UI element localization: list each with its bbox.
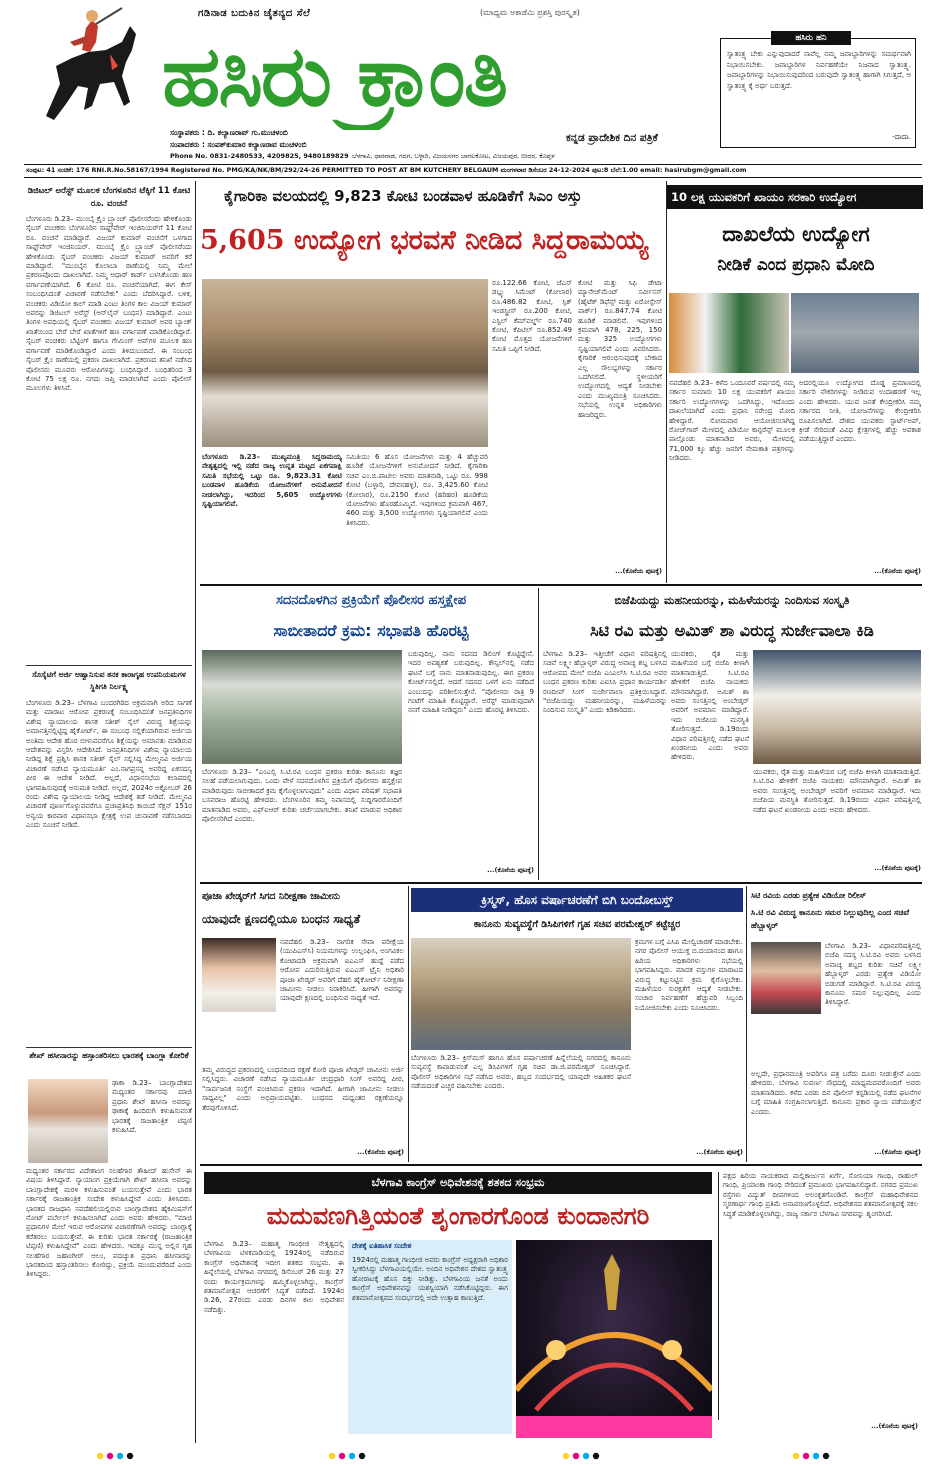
left-headline-1: ಡಿಜಿಟಲ್ ಅರೆಸ್ಟ್ ಮೂಲಕ ಬೆಂಗಳೂರಿನ ಟೆಕ್ಕಿಗೆ 11 ಕೋಟಿ ರೂ. ವಂಚನೆ (27, 186, 191, 209)
surjewala-photo (753, 650, 921, 764)
police-meeting-photo (411, 938, 631, 1050)
surjewala-body-1: ಬೆಳಗಾವಿ ಡಿ.23– ಇತ್ತೀಚೆಗೆ ವಿಧಾನ ಪರಿಷತ್ತಿನಲ್ಲಿ ಸಚಿವೆ ಲಕ್ಷ್ಮೀ ಹೆಬ್ಬಾಳ್ಕರ್ ವಿರುದ್ಧ ಅವಾಚ್ಯ ಶಬ್ದ ಬಳಸಿದ ಆರೋಪದ ಮೇಲೆ ಬಿಜೆಪಿ ಎಂಎಲ್‌ಸಿ ಸಿ.ಟಿ.ರವಿ ಅವರ ಬಂಧನ ಪ್ರಕರಣ ಕುರಿತು ಎಐಸಿಸಿ ಪ್ರಧಾನ ಕಾರ್ಯದರ್ಶಿ ರಣದೀಪ್ ಸಿಂಗ್ ಸುರ್ಜೇವಾಲಾ ಪ್ರತಿಕ್ರಿಯಿಸಿದ್ದಾರೆ. "ಬಿಜೆಪಿಯದ್ದು ಮಹನೀಯರನ್ನು, ಮಹಿಳೆಯರನ್ನು ನಿಂದಿಸುವ ಸಂಸ್ಕೃತಿ" ಎಂದು ಕಿಡಿಕಾರಿದರು. (543, 650, 667, 715)
quote-title: ಹಸಿರು ಹನಿ (771, 31, 851, 45)
cm-meeting-photo (202, 279, 488, 447)
puja-headline: ಯಾವುದೇ ಕ್ಷಣದಲ್ಲಿಯೂ ಬಂಧನ ಸಾಧ್ಯತೆ (202, 912, 361, 926)
masthead-editor: ಸಂಪಾದಕರು : ಸಂಪತ್‌ಕುಮಾರ ಕಲ್ಯಾಣರಾವ ಮುಚಳಂಬಿ (170, 140, 307, 149)
puja-kicker: ಪೂಜಾ ಖೇಡ್ಕರ್‌ಗೆ ಸಿಗದ ನಿರೀಕ್ಷಣಾ ಜಾಮೀನು (202, 891, 341, 902)
pm-headline-1: ದಾಖಲೆಯ ಉದ್ಯೋಗ (722, 222, 870, 246)
horatti-kicker: ಸದನದೊಳಗಿನ ಪ್ರಕ್ರಿಯೆಗೆ ಪೊಲೀಸರ ಹಸ್ತಕ್ಷೇಪ (275, 593, 467, 608)
congress-body-1: ಬೆಳಗಾವಿ ಡಿ.23– ಮಹಾತ್ಮ ಗಾಂಧೀಜಿ ನೇತೃತ್ವದಲ್ಲಿ ಬೆಳಗಾವಿಯ ಟಿಳಕವಾಡಿಯಲ್ಲಿ 1924ರಲ್ಲಿ ನಡೆದಿರುವ ಕಾಂಗ್ರೆಸ್ ಅಧಿವೇಶನಕ್ಕೆ ಇದೀಗ ಶತಕದ ಸಂಭ್ರಮ. ಈ ಹಿನ್ನೆಲೆಯಲ್ಲಿ ಬೆಳಗಾವಿ ನಗರದಲ್ಲಿ ಡಿಸೆಂಬರ್ 26 ಮತ್ತು 27 ರಂದು ಕಾರ್ಯಕ್ರಮಗಳನ್ನು ಹಮ್ಮಿಕೊಳ್ಳಲಾಗಿದ್ದು, ಕಾಂಗ್ರೆಸ್ ಶತಮಾನೋತ್ಸವ ಆಚರಣೆಗೆ ಸಿದ್ಧತೆ ನಡೆದಿದೆ. 1924ರ ಡಿ.26, 27ರಂದು ಎರಡು ದಿನಗಳ ಕಾಲ ಅಧಿವೇಶನ ನಡೆದಿತ್ತು. (204, 1240, 344, 1314)
cm-kicker: ಕೈಗಾರಿಕಾ ವಲಯದಲ್ಲಿ 9,823 ಕೋಟಿ ಬಂಡವಾಳ ಹೂಡಿಕೆಗೆ ಸಿಎಂ ಅಸ್ತು (224, 187, 582, 205)
congress-continued: ...(ಕೊನೆಯ ಪುಟಕ್ಕೆ) (871, 1422, 918, 1430)
illumination-graphic (516, 1240, 712, 1438)
puja-body-2: ತಮ್ಮ ವಿರುದ್ಧದ ಪ್ರಕರಣದಲ್ಲಿ ಬಂಧನದಿಂದ ರಕ್ಷಣೆ ಕೋರಿ ಪೂಜಾ ಖೇಡ್ಕರ್ ಜಾಮೀನು ಅರ್ಜಿ ಸಲ್ಲಿಸಿದ್ದರು. ವಿಚಾರಣೆ ನಡೆಸಿದ ನ್ಯಾಯಮೂರ್ತಿ ಚಂದ್ರಧಾರಿ ಸಿಂಗ್ ಅವರಿದ್ದ ಪೀಠ, "ಸಾರ್ವಜನಿಕ ಸಂಸ್ಥೆಗೆ ವಂಚಿಸಿರುವ ಪ್ರಕರಣ ಇದಾಗಿದೆ. ಹೀಗಾಗಿ ಜಾಮೀನು ನೀಡಲು ಸಾಧ್ಯವಿಲ್ಲ" ಎಂದು ಅಭಿಪ್ರಾಯಪಟ್ಟಿತು. ಬಂಧನದ ಮಧ್ಯಂತರ ರಕ್ಷಣೆಯನ್ನೂ ತೆರವುಗೊಳಿಸಿದೆ. (202, 1066, 404, 1112)
puja-story (200, 886, 406, 1162)
registration-marks (0, 1448, 945, 1462)
congress-headline: ಮದುವಣಗಿತ್ತಿಯಂತೆ ಶೃಂಗಾರಗೊಂಡ ಕುಂದಾನಗರಿ (266, 1201, 650, 1230)
masthead-founder: ಸಂಸ್ಥಾಪಕರು : ದಿ. ಕಲ್ಯಾಣರಾವ್ ಗು.ಮುಚಳಂಬಿ (170, 128, 288, 137)
cm-story (200, 181, 664, 583)
info-bar (24, 164, 922, 178)
left-text-3b: ಮಧ್ಯಂತರ ಸರ್ಕಾರದ ವಿದೇಶಾಂಗ ಸಲಹೆಗಾರ ತೌಹೀದ್ ಹುಸೇನ್ ಈ ವಿಷಯ ತಿಳಿಸಿದ್ದಾರೆ. ನ್ಯಾಯಾಂಗ ಪ್ರಕ್ರಿಯೆಗಾಗಿ ಶೇಖ್ ಹಸೀನಾ ಅವರನ್ನು ಬಾಂಗ್ಲಾದೇಶಕ್ಕೆ ಮರಳಿ ಕಳುಹಿಸುವಂತೆ ಬಯಸುತ್ತೇವೆ ಎಂದು ಭಾರತ ಸರ್ಕಾರಕ್ಕೆ ರಾಜತಾಂತ್ರಿಕ ಸಂದೇಶ ಕಳುಹಿಸಿದ್ದೇವೆ ಎಂದು ತಿಳಿಸಿದರು. ಭಾರತದ ರಾಜಧಾನಿ ನವದೆಹಲಿಯಲ್ಲಿರುವ ಬಾಂಗ್ಲಾದೇಶದ ಹೈಕಮಿಷನ್‌ಗೆ ನೋಟ್ ವರ್ಬೇಲ್ ಕಳುಹಿಸಲಾಗಿದೆ ಎಂದು ಅವರು ಹೇಳಿದರು. "ಮಾಜಿ ಪ್ರಧಾನಿಗಳ ಮೇಲೆ ಇರುವ ಆರೋಪಗಳ ವಿಚಾರಣೆಗಾಗಿ ಅವರನ್ನು ಬಾಂಗ್ಲಾಕ್ಕೆ ಕರೆತರಲು ಬಯಸುತ್ತೇವೆ. ಈ ಕುರಿತು ಭಾರತ ಸರ್ಕಾರಕ್ಕೆ (ರಾಜತಾಂತ್ರಿಕ ಟಿಪ್ಪಣಿ) ಕಳುಹಿಸಿದ್ದೇವೆ" ಎಂದು ಹೇಳಿದರು. ಇದಕ್ಕೂ ಮುನ್ನ ಅಲ್ಲಿನ ಗೃಹ ಸಲಹೆಗಾರ ಜಹಾಂಗೀರ್ ಆಲಂ, ಪದಚ್ಯುತ ಪ್ರಧಾನಿ ಹಸೀನಾರನ್ನು ಭಾರತದಿಂದ ಹಸ್ತಾಂತರಿಸಲು ಕೋರಿದ್ದು, ಪ್ರಕ್ರಿಯೆ ಮುಂದುವರೆದಿದೆ ಎಂದು ತಿಳಿಸಿದ್ದರು. (26, 1167, 192, 1279)
left-column (24, 181, 196, 1443)
horatti-photo (202, 650, 402, 764)
hasina-photo (28, 1079, 108, 1163)
congress-box (348, 1240, 512, 1434)
video-body-2: ಅಲ್ಲದೇ, ಪ್ರಧಾನಮಂತ್ರಿ ಅವರಿಗೂ ಪತ್ರ ಬರೆದು ದೂರು ನೀಡುತ್ತೇನೆ ಎಂದು ಹೇಳಿದರು. ಬೆಳಗಾವಿ ಸುವರ್ಣ ಸೌಧದಲ್ಲಿ ಮಾಧ್ಯಮದವರೊಂದಿಗೆ ಅವರು ಮಾತನಾಡಿದರು. ಕಳೆದ ಎರಡು ದಿನ ಪೊಲೀಸ್ ಕಸ್ಟಡಿಯಲ್ಲಿ ನಡೆದ ಘಟನೆಗಳ ಬಗ್ಗೆ ಮಾಹಿತಿ ಸಂಗ್ರಹಿಸಲಾಗುತ್ತಿದೆ. ಕಾನೂನು ಪ್ರಕಾರ ನ್ಯಾಯ ಪಡೆಯುತ್ತೇನೆ ಎಂದರು. (751, 1070, 921, 1116)
quote-box (720, 33, 916, 148)
pm-body-2: ಅದರಲ್ಲಿಯೂ ಉದ್ಯೋಗದ ದೊಡ್ಡ ಪ್ರಮಾಣದಲ್ಲಿ ಸರ್ಕಾರಿ ನೌಕರಿಗಳನ್ನು ನೀಡಿರುವ ಉದಾಹರಣೆ ಇಲ್ಲ ಎಂದು ಹೇಳಿದರು. ಯುವ ಜನತೆ ಕೇಂದ್ರೀಕರಿಸಿ ನಮ್ಮ ಸರ್ಕಾರದ ನೀತಿ, ಯೋಜನೆಗಳನ್ನು ಕೇಂದ್ರೀಕರಿಸಿ ರೂಪಿಸಲಾಗಿದೆ. ದೇಶದ ಯುವಕರು ಸ್ಟಾರ್ಟ್‌ಅಪ್, ಕ್ರೀಡೆ ಸೇರಿದಂತೆ ವಿವಿಧ ಕ್ಷೇತ್ರಗಳಲ್ಲಿ ಹೆಚ್ಚು ಅವಕಾಶ ಪಡೆಯುತ್ತಿದ್ದಾರೆ ಎಂದರು. (799, 379, 921, 444)
info-bar-text: ಸಂಪುಟ: 41 ಸಂಚಿಕೆ: 176 RNI.R.No.58167/1994 Registered No. PMG/KA/NK/BM/292/24-26 PERMITTED TO POST AT BM KUTCHERY BELGAUM ಮಂಗಳವಾರ ಡಿಸೆಂಬರ 24-12-2024 ಪುಟ:8 ಬೆಲೆ:1.00 email: hasirubgm@gmail.com (26, 166, 747, 174)
cm-lead: ಬೆಂಗಳೂರು ಡಿ.23– ಮುಖ್ಯಮಂತ್ರಿ ಸಿದ್ದರಾಮಯ್ಯ ನೇತೃತ್ವದಲ್ಲಿ ಇಲ್ಲಿ ನಡೆದ ರಾಜ್ಯ ಉನ್ನತ ಮಟ್ಟದ ಏಕಗವಾಕ್ಷಿ ಸಮಿತಿ ಸಭೆಯಲ್ಲಿ ಒಟ್ಟು ರೂ. 9,823.31 ಕೋಟಿ ಬಂಡವಾಳ ಹೂಡಿಕೆಯ ಯೋಜನೆಗಳಿಗೆ ಅನುಮೋದನೆ ನೀಡಲಾಗಿದ್ದು, ಇದರಿಂದ 5,605 ಉದ್ಯೋಗಗಳು ಸೃಷ್ಟಿಯಾಗಲಿವೆ. (202, 453, 342, 509)
christmas-headline: ಕಾನೂನು ಸುವ್ಯವಸ್ಥೆಗೆ ಡಿಸಿಪಿಗಳಿಗೆ ಗೃಹ ಸಚಿವ ಪರಮೇಶ್ವರ್ ಕಟ್ಟೆಚ್ಚರ (473, 919, 681, 930)
rozgar-mela-photo (791, 293, 919, 373)
christmas-body-1: ಬೆಂಗಳೂರು ಡಿ.23– ಕ್ರಿಸ್‌ಮಸ್ ಹಾಗೂ ಹೊಸ ವರ್ಷಾಚರಣೆ ಹಿನ್ನೆಲೆಯಲ್ಲಿ ನಗರದಲ್ಲಿ ಕಾನೂನು ಸುವ್ಯವಸ್ಥೆ ಕಾಪಾಡುವಂತೆ ಎಲ್ಲ ಡಿಸಿಪಿಗಳಿಗೆ ಗೃಹ ಸಚಿವ ಡಾ.ಜಿ.ಪರಮೇಶ್ವರ್ ಸೂಚಿಸಿದ್ದಾರೆ. ಪೊಲೀಸ್ ಅಧಿಕಾರಿಗಳ ಸಭೆ ನಡೆಸಿದ ಅವರು, ಹಬ್ಬದ ಸಂದರ್ಭದಲ್ಲಿ ಯಾವುದೇ ಅಹಿತಕರ ಘಟನೆ ನಡೆಯದಂತೆ ಎಚ್ಚರ ವಹಿಸಬೇಕು ಎಂದರು. (411, 1054, 631, 1091)
congress-box-text: 1924ರಲ್ಲಿ ಮಹಾತ್ಮ ಗಾಂಧೀಜಿ ಅವರು ಕಾಂಗ್ರೆಸ್ ಅಧ್ಯಕ್ಷರಾಗಿ ಅಧಿಕಾರ ಸ್ವೀಕರಿಸಿದ್ದು ಬೆಳಗಾವಿಯಲ್ಲಿಯೇ. ಅಂದಿನ ಅಧಿವೇಶನ ದೇಶದ ಸ್ವಾತಂತ್ರ್ಯ ಹೋರಾಟಕ್ಕೆ ಹೊಸ ದಿಕ್ಕು ನೀಡಿತ್ತು. ಬೆಳಗಾವಿಯ ಜನತೆ ಅಂದು ಕಾಂಗ್ರೆಸ್ ಅಧಿವೇಶನವನ್ನು ಯಶಸ್ವಿಯಾಗಿ ನಡೆಸಿಕೊಟ್ಟಿದ್ದರು. ಈಗ ಶತಮಾನೋತ್ಸವದ ಸಂದರ್ಭದಲ್ಲಿ ಅದೇ ಉತ್ಸಾಹ ಕಾಣುತ್ತಿದೆ. (352, 1256, 508, 1302)
congress-story (200, 1168, 922, 1444)
puja-continued: ...(ಕೊನೆಯ ಪುಟಕ್ಕೆ) (357, 1148, 404, 1156)
cm-headline: 5,605 ಉದ್ಯೋಗ ಭರವಸೆ ನೀಡಿದ ಸಿದ್ದರಾಮಯ್ಯ (200, 225, 649, 256)
left-text-1: ಬೆಂಗಳೂರು ಡಿ.23– ಮುಂಬೈ ಕ್ರೈಂ ಬ್ರ್ಯಾಂಚ್ ಪೊಲೀಸರೆಂದು ಹೇಳಿಕೊಂಡು ಸೈಬರ್ ವಂಚಕರು ಬೆಂಗಳೂರಿನ ಸಾಫ್ಟ್‌ವೇರ್ ಇಂಜಿನಿಯರ್‌ಗೆ 11 ಕೋಟಿ ರೂ. ವಂಚನೆ ಮಾಡಿದ್ದಾರೆ. ವಿಜಯ್ ಕುಮಾರ್ ವಂಚನೆಗೆ ಒಳಗಾದ ಸಾಫ್ಟ್‌ವೇರ್ ಇಂಜಿನಿಯರ್. ಮುಂಬೈ ಕ್ರೈಂ ಬ್ರ್ಯಾಂಚ್ ಪೊಲೀಸರೆಂದು ಹೇಳಿಕೊಂಡು ಸೈಬರ್ ವಂಚಕರು ವಿಜಯ್ ಕುಮಾರ್ ಅವರಿಗೆ ಕರೆ ಮಾಡಿದ್ದಾರೆ. "ಮುಂಬೈನ ಕೊಲಾಬಾ ಠಾಣೆಯಲ್ಲಿ ನಿಮ್ಮ ಮೇಲೆ ಪ್ರಕರಣವೊಂದು ದಾಖಲಾಗಿದೆ. ನಿಮ್ಮ ಆಧಾರ್ ಕಾರ್ಡ್ ಬಳಸಿಕೊಂಡು ಹಣ ವರ್ಗಾವಣೆಯಾಗಿದೆ. 6 ಕೋಟಿ ರೂ. ವಂಚನೆಯಾಗಿದೆ. ಈಗ ಕೇಸ್ ಸಂಬಂಧಿಸಿದಂತೆ ವಿಚಾರಣೆ ನಡೆಸಬೇಕು" ಎಂದು ಬೆದರಿಸಿದ್ದಾರೆ. ಬಳಿಕ, ವಂಚಕರು ವಿಡಿಯೋ ಕಾಲ್ ಮಾಡಿ ಎಂಟು ತಿಂಗಳ ಕಾಲ ವಿಜಯ್ ಕುಮಾರ್ ಅವರನ್ನು ಡಿಜಿಟಲ್ ಅರೆಸ್ಟ್ (ಆನ್‌ಲೈನ್ ಬಂಧನ) ಮಾಡಿದ್ದಾರೆ. ಎಂಟು ತಿಂಗಳ ಅವಧಿಯಲ್ಲಿ ಸೈಬರ್ ವಂಚಕರು ವಿಜಯ್ ಕುಮಾರ್ ಅವರ ಬ್ಯಾಂಕ್ ಖಾತೆಯಿಂದ ಬೇರೆ ಬೇರೆ ಖಾತೆಗಳಿಗೆ ಹಣ ವರ್ಗಾವಣೆ ಮಾಡಿಕೊಂಡಿದ್ದಾರೆ. ಸೈಬರ್ ವಂಚಕರು ಬೆಟ್ಟಿಂಗ್ ಹಾಗೂ ಗೇಮಿಂಗ್ ಆಪ್‌ಗಳ ಮೂಲಕ ಹಣ ವರ್ಗಾವಣೆ ಮಾಡಿಕೊಂಡಿದ್ದಾರೆ ಎಂದು ತಿಳಿದುಬಂದಿದೆ. ಈ ಸಂಬಂಧ ಸೈಬರ್ ಕ್ರೈಂ ಠಾಣೆಯಲ್ಲಿ ಪ್ರಕರಣ ದಾಖಲಾಗಿದೆ. ಪ್ರಕರಣದ ತನಿಖೆ ನಡೆಸಿದ ಪೊಲೀಸರು ಮೂವರು ಆರೋಪಿಗಳನ್ನು ಬಂಧಿಸಿದ್ದಾರೆ. ಬಂಧಿತರಿಂದ 3 ಕೋಟಿ 75 ಲಕ್ಷ ರೂ. ನಗದು ಜಪ್ತಿ ಮಾಡಲಾಗಿದೆ ಎಂದು ಪೊಲೀಸ್ ಮೂಲಗಳು ತಿಳಿಸಿವೆ. (26, 215, 192, 393)
christmas-continued: ...(ಕೊನೆಯ ಪುಟಕ್ಕೆ) (696, 1148, 743, 1156)
video-kicker: ಸಿಟಿ ರವಿಯ ಎರಡು ಪ್ರತ್ಯೇಕ ವಿಡಿಯೋ ರಿಲೀಸ್ (751, 891, 866, 900)
surjewala-body-2: ಯುವಕರು, ರೈತ ಮತ್ತು ಮಹಿಳೆಯರ ಬಗ್ಗೆ ಬಿಜೆಪಿ ಕೀಳಾಗಿ ಮಾತನಾಡುತ್ತಿದೆ. ಸಿ.ಟಿ.ರವಿ ಹೇಳಿಕೆಗೆ ಬಿಜೆಪಿ ನಾಯಕರು ಮೌನವಾಗಿದ್ದಾರೆ. ಅಮಿತ್ ಶಾ ಅವರು ಸಂಸತ್ತಿನಲ್ಲಿ ಅಂಬೇಡ್ಕರ್ ಅವರಿಗೆ ಅವಮಾನ ಮಾಡಿದ್ದಾರೆ. ಇದು ಬಿಜೆಪಿಯ ಮನಸ್ಥಿತಿ ತೋರಿಸುತ್ತದೆ. ಡಿ.19ರಂದು ವಿಧಾನ ಪರಿಷತ್ತಿನಲ್ಲಿ ನಡೆದ ಘಟನೆ ಖಂಡನೀಯ ಎಂದು ಅವರು ಹೇಳಿದರು. (671, 650, 749, 762)
pm-continued: ...(ಕೊನೆಯ ಪುಟಕ್ಕೆ) (874, 567, 921, 575)
horatti-body-2: ಬರುವುದಿಲ್ಲ. ನಾನು ಸದನದ ಡಿಲಿಂಗ್ ಕೊಟ್ಟಿದ್ದೇನೆ. ಇದರ ಅವಶ್ಯಕತೆ ಬರುವುದಿಲ್ಲ. ಕೌನ್ಸಿಲ್‌ನಲ್ಲಿ ನಡೆದ ಘಟನೆ ಬಗ್ಗೆ ನಾನು ಮಾತನಾಡುವುದಿಲ್ಲ. ಈಗ ಪ್ರಕರಣ ಕೋರ್ಟ್‌ನಲ್ಲಿದೆ. ಆದರೆ ಸದನದ ಒಳಗೆ ಏನು ನಡೆದಿದೆ ಎಂಬುದನ್ನು ಪರಿಶೀಲಿಸುತ್ತೇನೆ. "ಪೊಲೀಸರು ರಾತ್ರಿ 9 ಗಂಟೆಗೆ ಮಾಹಿತಿ ಕೊಟ್ಟಿದ್ದಾರೆ. ಅರೆಸ್ಟ್ ಮಾಡುವುದಾಗಿ ನನಗೆ ಮಾಹಿತಿ ನೀಡಿದ್ದರು" ಎಂದು ಹೊರಟ್ಟಿ ತಿಳಿಸಿದರು. (408, 650, 534, 715)
masthead-subtitle: ಕನ್ನಡ ಪ್ರಾದೇಶಿಕ ದಿನ ಪತ್ರಿಕೆ (566, 132, 658, 144)
masthead-tagline: ಗಡಿನಾಡ ಬದುಕಿನ ಚೈತನ್ಯದ ಸೆಲೆ (198, 8, 311, 19)
surjewala-body-3: ಯುವಕರು, ರೈತ ಮತ್ತು ಮಹಿಳೆಯರ ಬಗ್ಗೆ ಬಿಜೆಪಿ ಕೀಳಾಗಿ ಮಾತನಾಡುತ್ತಿದೆ. ಸಿ.ಟಿ.ರವಿ ಹೇಳಿಕೆಗೆ ಬಿಜೆಪಿ ನಾಯಕರು ಮೌನವಾಗಿದ್ದಾರೆ. ಅಮಿತ್ ಶಾ ಅವರು ಸಂಸತ್ತಿನಲ್ಲಿ ಅಂಬೇಡ್ಕರ್ ಅವರಿಗೆ ಅವಮಾನ ಮಾಡಿದ್ದಾರೆ. ಇದು ಬಿಜೆಪಿಯ ಮನಸ್ಥಿತಿ ತೋರಿಸುತ್ತದೆ. ಡಿ.19ರಂದು ವಿಧಾನ ಪರಿಷತ್ತಿನಲ್ಲಿ ನಡೆದ ಘಟನೆ ಖಂಡನೀಯ ಎಂದು ಅವರು ಹೇಳಿದರು. (753, 768, 921, 814)
quote-author: -ದಾದಾ. (892, 133, 911, 141)
masthead-districts: ಬೆಳಗಾವಿ, ಧಾರವಾಡ, ಗದಗ, ಬಳ್ಳಾರಿ, ವಿಜಯನಗರ ಬಾಗಲಕೋಟ, ವಿಜಯಪುರ, ಬೀದರ, ಕೊಪ್ಪಳ (352, 152, 555, 160)
congress-kicker: ಬೆಳಗಾವಿ ಕಾಂಗ್ರೆಸ್ ಅಧಿವೇಶನಕ್ಕೆ ಶತಕದ ಸಂಭ್ರಮ (204, 1172, 712, 1194)
horse-rider-logo (26, 6, 154, 130)
left-text-3a: ಢಾಕಾ ಡಿ.23– ಬಾಂಗ್ಲಾದೇಶದ ಮಧ್ಯಂತರ ಸರ್ಕಾರವು ಮಾಜಿ ಪ್ರಧಾನಿ ಶೇಖ್ ಹಸೀನಾ ಅವರನ್ನು ಢಾಕಾಕ್ಕೆ ಹಿಂದಿರುಗಿ ಕಳುಹಿಸುವಂತೆ ಭಾರತಕ್ಕೆ ರಾಜತಾಂತ್ರಿಕ ಟಿಪ್ಪಣಿ ಕಳುಹಿಸಿದೆ. (112, 1079, 192, 1135)
congress-box-title: ದೇಶಕ್ಕೆ ಐತಿಹಾಸಿಕ ಸಂದೇಶ (352, 1242, 412, 1250)
horatti-continued: ...(ಕೊನೆಯ ಪುಟಕ್ಕೆ) (487, 866, 534, 874)
christmas-kicker: ಕ್ರಿಸ್ಮಸ್, ಹೊಸ ವರ್ಷಾಚರಣೆಗೆ ಬಿಗಿ ಬಂದೋಬಸ್ತ್ (411, 888, 743, 912)
horatti-headline: ಸಾಬೀತಾದರೆ ಕ್ರಮ: ಸಭಾಪತಿ ಹೊರಟ್ಟಿ (273, 621, 469, 640)
christmas-story (408, 886, 744, 1162)
masthead-award: (ಮಾಧ್ಯಮ ಅಕಾಡೆಮಿ ಪ್ರಶಸ್ತಿ ಪುರಸ್ಕೃತ) (480, 8, 580, 17)
video-headline: ಸಿ.ಟಿ ರವಿ ವಿರುದ್ಧ ಕಾನೂನು ಸಮರ ನಿಲ್ಲುವುದಿಲ್ಲ ಎಂದ ಸಚಿವೆ ಹೆಬ್ಬಾಳ್ಕರ್ (751, 908, 910, 930)
video-body-1: ಬೆಳಗಾವಿ ಡಿ.23– ವಿಧಾನಪರಿಷತ್ತಿನಲ್ಲಿ ಬಿಜೆಪಿ ಸದಸ್ಯ ಸಿ.ಟಿ.ರವಿ ಅವರು ಬಳಸಿದ ಅವಾಚ್ಯ ಶಬ್ದದ ಕುರಿತು ಸಚಿವೆ ಲಕ್ಷ್ಮೀ ಹೆಬ್ಬಾಳ್ಕರ್ ಎರಡು ಪ್ರತ್ಯೇಕ ವಿಡಿಯೋ ಬಿಡುಗಡೆ ಮಾಡಿದ್ದಾರೆ. ಸಿ.ಟಿ.ರವಿ ವಿರುದ್ಧ ಕಾನೂನು ಸಮರ ನಿಲ್ಲುವುದಿಲ್ಲ ಎಂದು ತಿಳಿಸಿದ್ದಾರೆ. (825, 942, 921, 1007)
modi-photo (669, 293, 789, 373)
puja-photo (202, 938, 276, 1012)
cm-continued: ...(ಕೊನೆಯ ಪುಟಕ್ಕೆ) (615, 567, 662, 575)
newspaper-title: ಹಸಿರು ಕ್ರಾಂತಿ (162, 27, 507, 125)
belagavi-lights-photo (516, 1240, 712, 1438)
left-text-2: ಬೆಂಗಳೂರು ಡಿ.23– ಬೆಳಗಾವಿ ಬಂದರಗಿರಿದ ಅಕ್ರಮವಾಗಿ ಅರಿದ ಸಾಗಣೆ ಮತ್ತು ಮಾರಾಟ ಆರೋಪ ಪ್ರಕರಣಕ್ಕೆ ಸಂಬಂಧಿಸಿದಂತೆ ಜನಪ್ರತಿನಿಧಿಗಳ ವಿಶೇಷ ನ್ಯಾಯಾಲಯ ಶಾಸಕ ಸತೀಶ್ ಸೈಲ್ ವಿರುದ್ಧ ಶಿಕ್ಷೆಯನ್ನು ಅಮಾನತ್ತಿನಲ್ಲಿಟ್ಟಿದ್ದ ಹೈಕೋರ್ಟ್, ಈ ಸಂಬಂಧ ಸಲ್ಲಿಕೆಯಾಗಿರುವ ಅರ್ಜಿಯ ಅಂತಿಮ ಆದೇಶ ಹೊರ ಬೀಳುವವರೆಗೂ ಶಿಕ್ಷೆಯನ್ನು ಅಮಾನತು ಮಾಡಿರುವ ಆದೇಶವನ್ನು ವಿಸ್ತರಿಸಿ ಆದೇಶಿಸಿದೆ. ಜನಪ್ರತಿನಿಧಿಗಳ ವಿಶೇಷ ನ್ಯಾಯಾಲಯ ನೀಡಿದ್ದ ಶಿಕ್ಷೆ ಪ್ರಶ್ನಿಸಿ ಶಾಸಕ ಸತೀಶ್ ಸೈಲ್ ಸಲ್ಲಿಸಿದ್ದ ಮೇಲ್ಮನವಿ ಅರ್ಜಿಯ ವಿಚಾರಣೆ ನಡೆಸಿದ ನ್ಯಾಯಮೂರ್ತಿ ಎಂ.ನಾಗಪ್ರಸನ್ನ ಅವರಿದ್ದ ಏಕಸದಸ್ಯ ಪೀಠ ಈ ಆದೇಶ ನೀಡಿದೆ. ಅಲ್ಲದೆ, ವಿಧಾನಸಭೆಯ ಕಲಾಪದಲ್ಲಿ ಭಾಗವಹಿಸುವುದಕ್ಕೆ ಅನುಮತಿ ನೀಡಿದೆ. ಅಲ್ಲದೆ, 2024ರ ಅಕ್ಟೋಬರ್ 26 ರಂದು ವಿಶೇಷ ನ್ಯಾಯಾಲಯ ನೀಡಿದ್ದ ಆದೇಶಕ್ಕೆ ತಡೆ ನೀಡಿದೆ. ಮೇಲ್ಮನವಿ ವಿಚಾರಣೆ ಪೂರ್ಣಗೊಳ್ಳುವವರೆಗೂ ಪ್ರಜಾಪ್ರತಿನಿಧಿ ಕಾಯಿದೆ ಸೆಕ್ಷನ್ 151ರ ಅನ್ವಯ ಕಾರವಾರ ವಿಧಾನಸಭಾ ಕ್ಷೇತ್ರಕ್ಕೆ ಉಪ ಚುನಾವಣೆ ನಡೆಸಬಾರದು ಎಂದು ಸೂಚನೆ ನೀಡಿದೆ. (26, 699, 192, 830)
cm-body-1: ಸಮಿತಿಯು 6 ಹೊಸ ಯೋಜನೆಗಳು ಮತ್ತು 4 ಹೆಚ್ಚುವರಿ ಹೂಡಿಕೆ ಯೋಜನೆಗಳಿಗೆ ಅನುಮೋದನೆ ನೀಡಿದೆ. ಕೈಗಾರಿಕಾ ಸಚಿವ ಎಂ.ಬಿ.ಪಾಟೀಲ ಅವರು ಮಾತನಾಡಿ, ಒಟ್ಟು ರೂ. 998 ಕೋಟಿ (ಬಳ್ಳಾರಿ, ದೇವನಹಳ್ಳಿ), ರೂ. 3,425.60 ಕೋಟಿ (ಕೋಲಾರ), ರೂ.2150 ಕೋಟಿ (ಹರಿಹರ) ಹೂಡಿಕೆಯ ಯೋಜನೆಗಳು ಹೊರಹೊಮ್ಮಿವೆ. ಇವುಗಳಿಂದ ಕ್ರಮವಾಗಿ 467, 460 ಮತ್ತು 3,500 ಉದ್ಯೋಗಗಳು ಸೃಷ್ಟಿಯಾಗಲಿವೆ ಎಂದು ತಿಳಿಸಿದರು. (346, 453, 488, 527)
puja-body-1: ನವದೆಹಲಿ ಡಿ.23– ನಾಗರಿಕ ಸೇವಾ ಪರೀಕ್ಷೆಯ (ಯುಪಿಎಸ್‌ಸಿ) ನಿಯಮಗಳನ್ನು ಉಲ್ಲಂಘಿಸಿ, ಅಂಗವಿಕಲ ಕೋಟಾದಡಿ ಅಕ್ರಮವಾಗಿ ಐಎಎಸ್ ಹುದ್ದೆ ಪಡೆದ ಆರೋಪ ಎದುರಿಸುತ್ತಿರುವ ಐಎಎಸ್ ಟ್ರೈನಿ ಅಧಿಕಾರಿ ಪೂಜಾ ಖೇಡ್ಕರ್ ಅವರಿಗೆ ದೆಹಲಿ ಹೈಕೋರ್ಟ್ ನಿರೀಕ್ಷಣಾ ಜಾಮೀನು ನೀಡಲು ನಿರಾಕರಿಸಿದೆ. ಹೀಗಾಗಿ ಅವರನ್ನು ಯಾವುದೇ ಕ್ಷಣದಲ್ಲಿ ಬಂಧಿಸುವ ಸಾಧ್ಯತೆ ಇದೆ. (280, 938, 404, 1003)
surjewala-headline: ಸಿಟಿ ರವಿ ಮತ್ತು ಅಮಿತ್ ಶಾ ವಿರುದ್ಧ ಸುರ್ಜೇವಾಲಾ ಕಿಡಿ (590, 621, 874, 640)
surjewala-kicker: ಬಿಜೆಪಿಯದ್ದು ಮಹನೀಯರನ್ನು, ಮಹಿಳೆಯರನ್ನು ನಿಂದಿಸುವ ಸಂಸ್ಕೃತಿ (614, 594, 850, 607)
left-headline-2: ಸೊಸೈಟಿಗೆ ಅರ್ಜಿ ಆಹ್ವಾನಿಸುವ ತನಕ ಕಾರಾಗೃಹ ಉಪನಿಯಮಗಳ ಸ್ಥಿತಿಗತಿ ನಿರ್ಲಕ್ಷ್ಯ (32, 670, 186, 691)
video-story (746, 886, 922, 1162)
christmas-body-2: ಕ್ರಮಗಳ ಬಗ್ಗೆ ಎಸಿಪಿ ಮೇಲ್ವಿಚಾರಣೆ ಮಾಡಬೇಕು. ನಗರ ಪೊಲೀಸ್ ಆಯುಕ್ತ ಬಿ.ದಯಾನಂದ ಹಾಗೂ ಹಿರಿಯ ಅಧಿಕಾರಿಗಳು ಸಭೆಯಲ್ಲಿ ಭಾಗವಹಿಸಿದ್ದರು. ಮಾದಕ ವಸ್ತುಗಳ ಮಾರಾಟದ ವಿರುದ್ಧ ಕಟ್ಟುನಿಟ್ಟಿನ ಕ್ರಮ ಕೈಗೊಳ್ಳಬೇಕು. ಮಹಿಳೆಯರ ಸುರಕ್ಷತೆಗೆ ಆದ್ಯತೆ ನೀಡಬೇಕು. ಸಂಚಾರ ನಿರ್ವಹಣೆಗೆ ಹೆಚ್ಚುವರಿ ಸಿಬ್ಬಂದಿ ನಿಯೋಜಿಸಬೇಕು ಎಂದು ಸೂಚಿಸಿದರು. (635, 938, 743, 1012)
horatti-body-1: ಬೆಂಗಳೂರು ಡಿ.23– "ಎಂಎಲ್ಸಿ ಸಿ.ಟಿ.ರವಿ ಬಂಧನ ಪ್ರಕರಣ ಕುರಿತು ಕಾನೂನು ತಜ್ಞರ ಸಲಹೆ ಪಡೆಯಲಾಗುವುದು. ಒಂದು ವೇಳೆ ಸದನದೊಳಗಿನ ಪ್ರಕ್ರಿಯೆಗೆ ಪೊಲೀಸರು ಹಸ್ತಕ್ಷೇಪ ಮಾಡಿರುವುದು ಸಾಬೀತಾದರೆ ಕ್ರಮ ಕೈಗೊಳ್ಳಲಾಗುವುದು" ಎಂದು ವಿಧಾನ ಪರಿಷತ್ ಸಭಾಪತಿ ಬಸವರಾಜ ಹೊರಟ್ಟಿ ಹೇಳಿದರು. ಬೆಂಗಳೂರಿನ ತಮ್ಮ ನಿವಾಸದಲ್ಲಿ ಸುದ್ದಿಗಾರರೊಂದಿಗೆ ಮಾತನಾಡಿದ ಅವರು, ಎಫ್‌ಐಆರ್ ಕುರಿತು ಚರ್ಚೆಯಾಗಬೇಕು. ತನಿಖೆ ಮಾಡುವ ಅಧಿಕಾರ ಪೊಲೀಸರಿಗಿದೆ ಎಂದರು. (202, 768, 402, 824)
left-headline-3: ಶೇಖ್ ಹಸೀನಾರನ್ನು ಹಸ್ತಾಂತರಿಸಲು ಭಾರತಕ್ಕೆ ಬಾಂಗ್ಲಾ ಕೋರಿಕೆ (29, 1051, 189, 1060)
hebbalkar-photo (751, 942, 821, 1014)
pm-story (666, 181, 922, 583)
pm-body-1: ನವದೆಹಲಿ ಡಿ.23– ಕಳೆದ ಒಂದೂವರೆ ವರ್ಷದಲ್ಲಿ ನಮ್ಮ ಸರ್ಕಾರ ಸುಮಾರು 10 ಲಕ್ಷ ಯುವಕರಿಗೆ ಖಾಯಂ ಸರ್ಕಾರಿ ಉದ್ಯೋಗಗಳನ್ನು ಒದಗಿಸಿದ್ದು, ಇದೊಂದು ದಾಖಲೆಯಾಗಿದೆ ಎಂದು ಪ್ರಧಾನಿ ನರೇಂದ್ರ ಮೋದಿ ಹೇಳಿದ್ದಾರೆ. ಸೋಮವಾರ ಆಯೋಜಿಸಲಾಗಿದ್ದ ರೋಜ್‌ಗಾರ್ ಮೇಳದಲ್ಲಿ ವಿಡಿಯೋ ಕಾನ್ಫರೆನ್ಸ್ ಮೂಲಕ ಪಾಲ್ಗೊಂಡು ಮಾತನಾಡಿದ ಅವರು, ಮೇಳದಲ್ಲಿ 71,000 ಕ್ಕೂ ಹೆಚ್ಚು ಜನರಿಗೆ ನೇಮಕಾತಿ ಪತ್ರಗಳನ್ನು ನೀಡಿದರು. (669, 379, 795, 463)
masthead-phone: Phone No. 0831-2480533, 4209825, 9480189829 (170, 152, 349, 160)
cm-body-3: ಕೋಟಿ ಮತ್ತು ಸಿಫಿ ಡೇಟಾ ಮ್ಯಾನೇಜ್‌ಮೆಂಟ್ ಸರ್ವೀಸಸ್ (ಹೈಟೆಕ್ ಡಿಫೆನ್ಸ್ ಮತ್ತು ಏರೋಸ್ಪೇಸ್ ಪಾರ್ಕ್) ರೂ.847.74 ಕೋಟಿ ಹೂಡಿಕೆ ಮಾಡಲಿವೆ. ಇವುಗಳಿಂದ ಕ್ರಮವಾಗಿ 478, 225, 150 ಮತ್ತು 325 ಉದ್ಯೋಗಗಳು ಸೃಷ್ಟಿಯಾಗಲಿವೆ ಎಂದು ವಿವರಿಸಿದರು. ಕೈಗಾರಿಕೆ ಆರಂಭಿಸುವುದಕ್ಕೆ ಬೇಕಾದ ಎಲ್ಲ ಸೌಲಭ್ಯಗಳನ್ನು ಸರ್ಕಾರ ಒದಗಿಸಲಿದೆ. ಸ್ಥಳೀಯರಿಗೆ ಉದ್ಯೋಗದಲ್ಲಿ ಆದ್ಯತೆ ನೀಡಬೇಕು ಎಂದು ಮುಖ್ಯಮಂತ್ರಿ ಸೂಚಿಸಿದರು. ಸಭೆಯಲ್ಲಿ ಉನ್ನತ ಅಧಿಕಾರಿಗಳು ಹಾಜರಿದ್ದರು. (578, 279, 662, 419)
surjewala-story (538, 588, 922, 880)
surjewala-continued: ...(ಕೊನೆಯ ಪುಟಕ್ಕೆ) (874, 864, 921, 872)
video-continued: ...(ಕೊನೆಯ ಪುಟಕ್ಕೆ) (874, 1148, 921, 1156)
horatti-story (200, 588, 536, 880)
masthead (0, 0, 945, 163)
pm-headline-2: ನೀಡಿಕೆ ಎಂದ ಪ್ರಧಾನಿ ಮೋದಿ (717, 255, 875, 275)
quote-text: ಸ್ವಾತಂತ್ರ್ಯ ಬೇಕು ಎನ್ನುವುದಾದರೆ ನಾವೆಲ್ಲ ನಮ್ಮ ಜವಾಬ್ದಾರಿಗಳನ್ನು ಸಮರ್ಥವಾಗಿ ನಿಭಾಯಿಸಬೇಕು. ಜವಾಬ್ದಾರಿಗಳ ನಿರ್ವಹಣೆಯೇ ನಿಜವಾದ ಸ್ವಾತಂತ್ರ್ಯ. ಜವಾಬ್ದಾರಿಗಳನ್ನು ನಿಭಾಯಿಸುವುದರಿಂದ ಬರುವುದೇ ಸ್ವಾತಂತ್ರ್ಯ ಹಾಗಾಗಿ ಸಿಗುತ್ತದೆ, ಆ ಸ್ವಾತಂತ್ರ್ಯ ಕ್ಕೆ ಅರ್ಥ ಬರುತ್ತದೆ. (727, 50, 911, 90)
pm-kicker: 10 ಲಕ್ಷ ಯುವಕರಿಗೆ ಖಾಯಂ ಸರಕಾರಿ ಉದ್ಯೋಗ (667, 185, 923, 209)
cm-body-2: ರೂ.122.66 ಕೋಟಿ, ಜೆಎಸ್ ಡಬ್ಲ್ಯು ಸಿಮೆಂಟ್ (ಕೋಲಾರ) ರೂ.486.82 ಕೋಟಿ, ಸ್ಪಿಕ್ ಇಂಡಸ್ಟ್ರೀಸ್ ರೂ.200 ಕೋಟಿ, ಎಸ್ಟಿಲ್ ಕೆಮ್‌ವರ್ಲ್ಡ್ ರೂ.740 ಕೋಟಿ, ಕೆಪಿಟಿಲ್ ರೂ.852.49 ಕೋಟಿ ಮೊತ್ತದ ಯೋಜನೆಗಳಿಗೆ ಸಮಿತಿ ಒಪ್ಪಿಗೆ ನೀಡಿದೆ. (492, 279, 572, 353)
congress-body-2: ಪಕ್ಷದ ಹಿರಿಯ ನಾಯಕರಾದ ಮಲ್ಲಿಕಾರ್ಜುನ ಖರ್ಗೆ, ಸೋನಿಯಾ ಗಾಂಧಿ, ರಾಹುಲ್ ಗಾಂಧಿ, ಪ್ರಿಯಾಂಕಾ ಗಾಂಧಿ ಸೇರಿದಂತೆ ಪ್ರಮುಖರು ಭಾಗವಹಿಸಲಿದ್ದಾರೆ. ನಗರದ ಪ್ರಮುಖ ರಸ್ತೆಗಳು ವಿದ್ಯುತ್ ದೀಪಗಳಿಂದ ಅಲಂಕೃತಗೊಂಡಿವೆ. ಕಾಂಗ್ರೆಸ್ ಮಹಾಧಿವೇಶನದ ಸ್ಮರಣಾರ್ಥ ಗಾಂಧಿ ಪ್ರತಿಮೆ ಅನಾವರಣಗೊಳ್ಳಲಿದೆ. ಅಧಿವೇಶನದ ಶತಮಾನೋತ್ಸವಕ್ಕೆ ಸಕಲ ಸಿದ್ಧತೆ ಮಾಡಿಕೊಳ್ಳಲಾಗಿದ್ದು, ರಾಜ್ಯ ಸರ್ಕಾರ ಬೆಳಗಾವಿ ನಗರವನ್ನು ಶೃಂಗರಿಸಿದೆ. (718, 1172, 918, 1420)
